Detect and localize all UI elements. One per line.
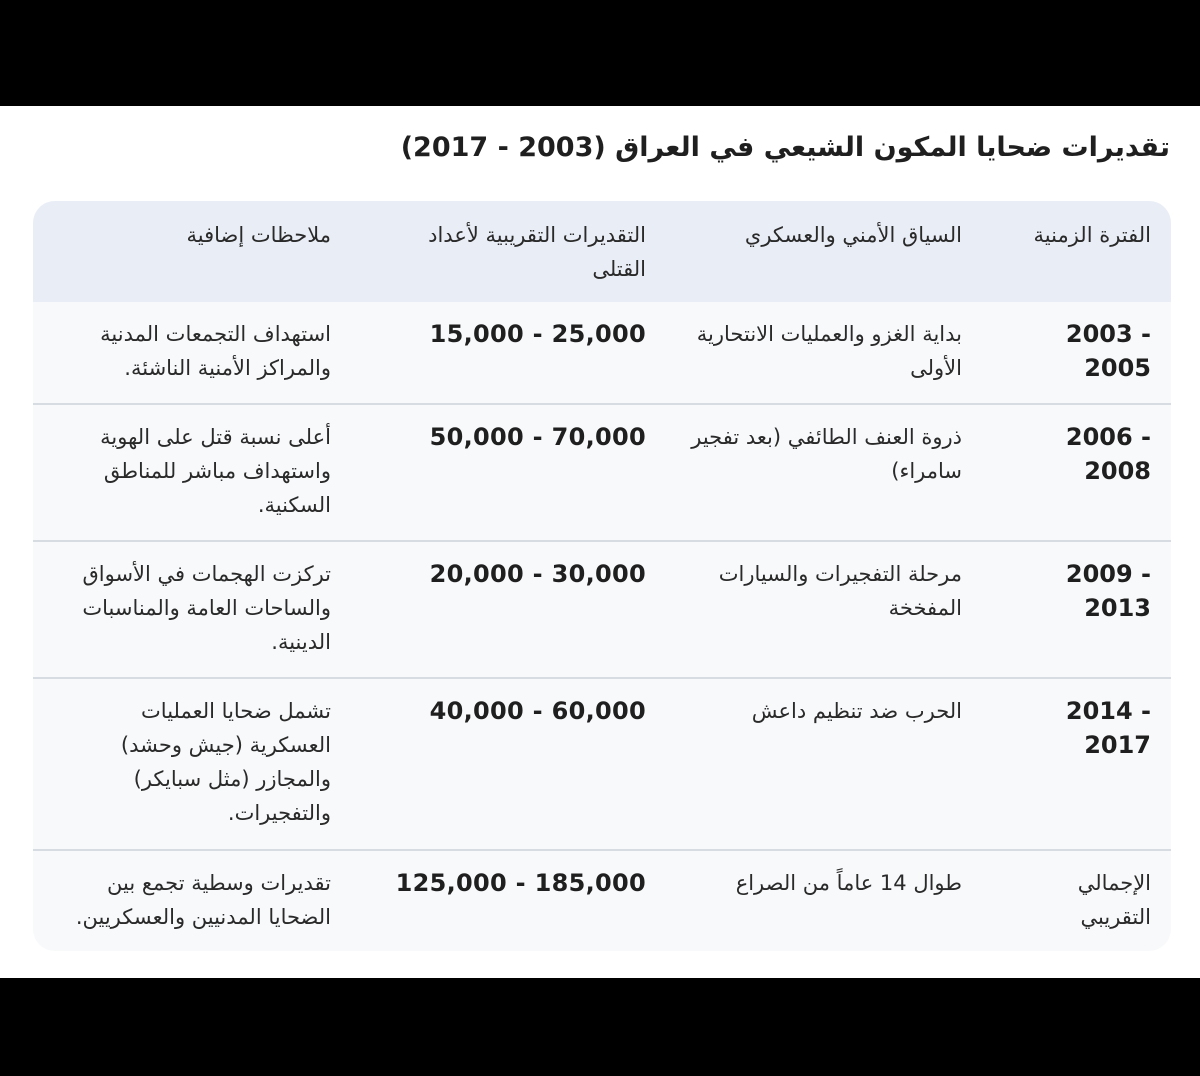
- cell-period: 2014 - 2017: [982, 678, 1171, 850]
- header-period: الفترة الزمنية: [1033, 223, 1151, 247]
- cell-notes: تركزت الهجمات في الأسواق والساحات العامة والمناسبات الدينية.: [33, 541, 351, 678]
- table-row: [33, 302, 1171, 404]
- table-row-total: [33, 850, 1171, 951]
- cell-context: مرحلة التفجيرات والسيارات المفخخة: [666, 541, 982, 678]
- cell-context: ذروة العنف الطائفي (بعد تفجير سامراء): [666, 404, 982, 541]
- bottom-black-bar: [0, 978, 1200, 1076]
- cell-notes: تشمل ضحايا العمليات العسكرية (جيش وحشد) والمجازر (مثل سبايكر) والتفجيرات.: [33, 678, 351, 850]
- cell-period: 2009 - 2013: [982, 541, 1171, 678]
- header-estimate: التقديرات التقريبية لأعداد القتلى: [428, 223, 646, 281]
- header-row: [33, 201, 1171, 302]
- header-notes: ملاحظات إضافية: [186, 223, 331, 247]
- estimates-table: [33, 201, 1171, 951]
- table-row: [33, 678, 1171, 850]
- cell-estimate: 50,000 - 70,000: [351, 404, 666, 541]
- cell-context: طوال 14 عاماً من الصراع: [666, 850, 982, 951]
- table-row: [33, 541, 1171, 678]
- cell-period: 2006 - 2008: [982, 404, 1171, 541]
- table-body: [33, 302, 1171, 951]
- page-title: تقديرات ضحايا المكون الشيعي في العراق (2003 - 2017): [400, 132, 1170, 163]
- estimates-table-card: [33, 201, 1171, 951]
- cell-notes: تقديرات وسطية تجمع بين الضحايا المدنيين والعسكريين.: [33, 850, 351, 951]
- cell-estimate: 20,000 - 30,000: [351, 541, 666, 678]
- cell-period: الإجمالي التقريبي: [982, 850, 1171, 951]
- cell-estimate: 40,000 - 60,000: [351, 678, 666, 850]
- header-context: السياق الأمني والعسكري: [744, 223, 962, 247]
- cell-notes: استهداف التجمعات المدنية والمراكز الأمنية الناشئة.: [100, 322, 331, 380]
- cell-estimate: 15,000 - 25,000: [429, 320, 646, 348]
- top-black-bar: [0, 0, 1200, 106]
- cell-context: الحرب ضد تنظيم داعش: [666, 678, 982, 850]
- cell-context: بداية الغزو والعمليات الانتحارية الأولى: [696, 322, 962, 380]
- table-header: [33, 201, 1171, 302]
- table-row: [33, 404, 1171, 541]
- response-content: [0, 106, 1200, 978]
- cell-period: 2003 - 2005: [1065, 320, 1151, 382]
- cell-estimate: 125,000 - 185,000: [351, 850, 666, 951]
- cell-notes: أعلى نسبة قتل على الهوية واستهداف مباشر للمناطق السكنية.: [33, 404, 351, 541]
